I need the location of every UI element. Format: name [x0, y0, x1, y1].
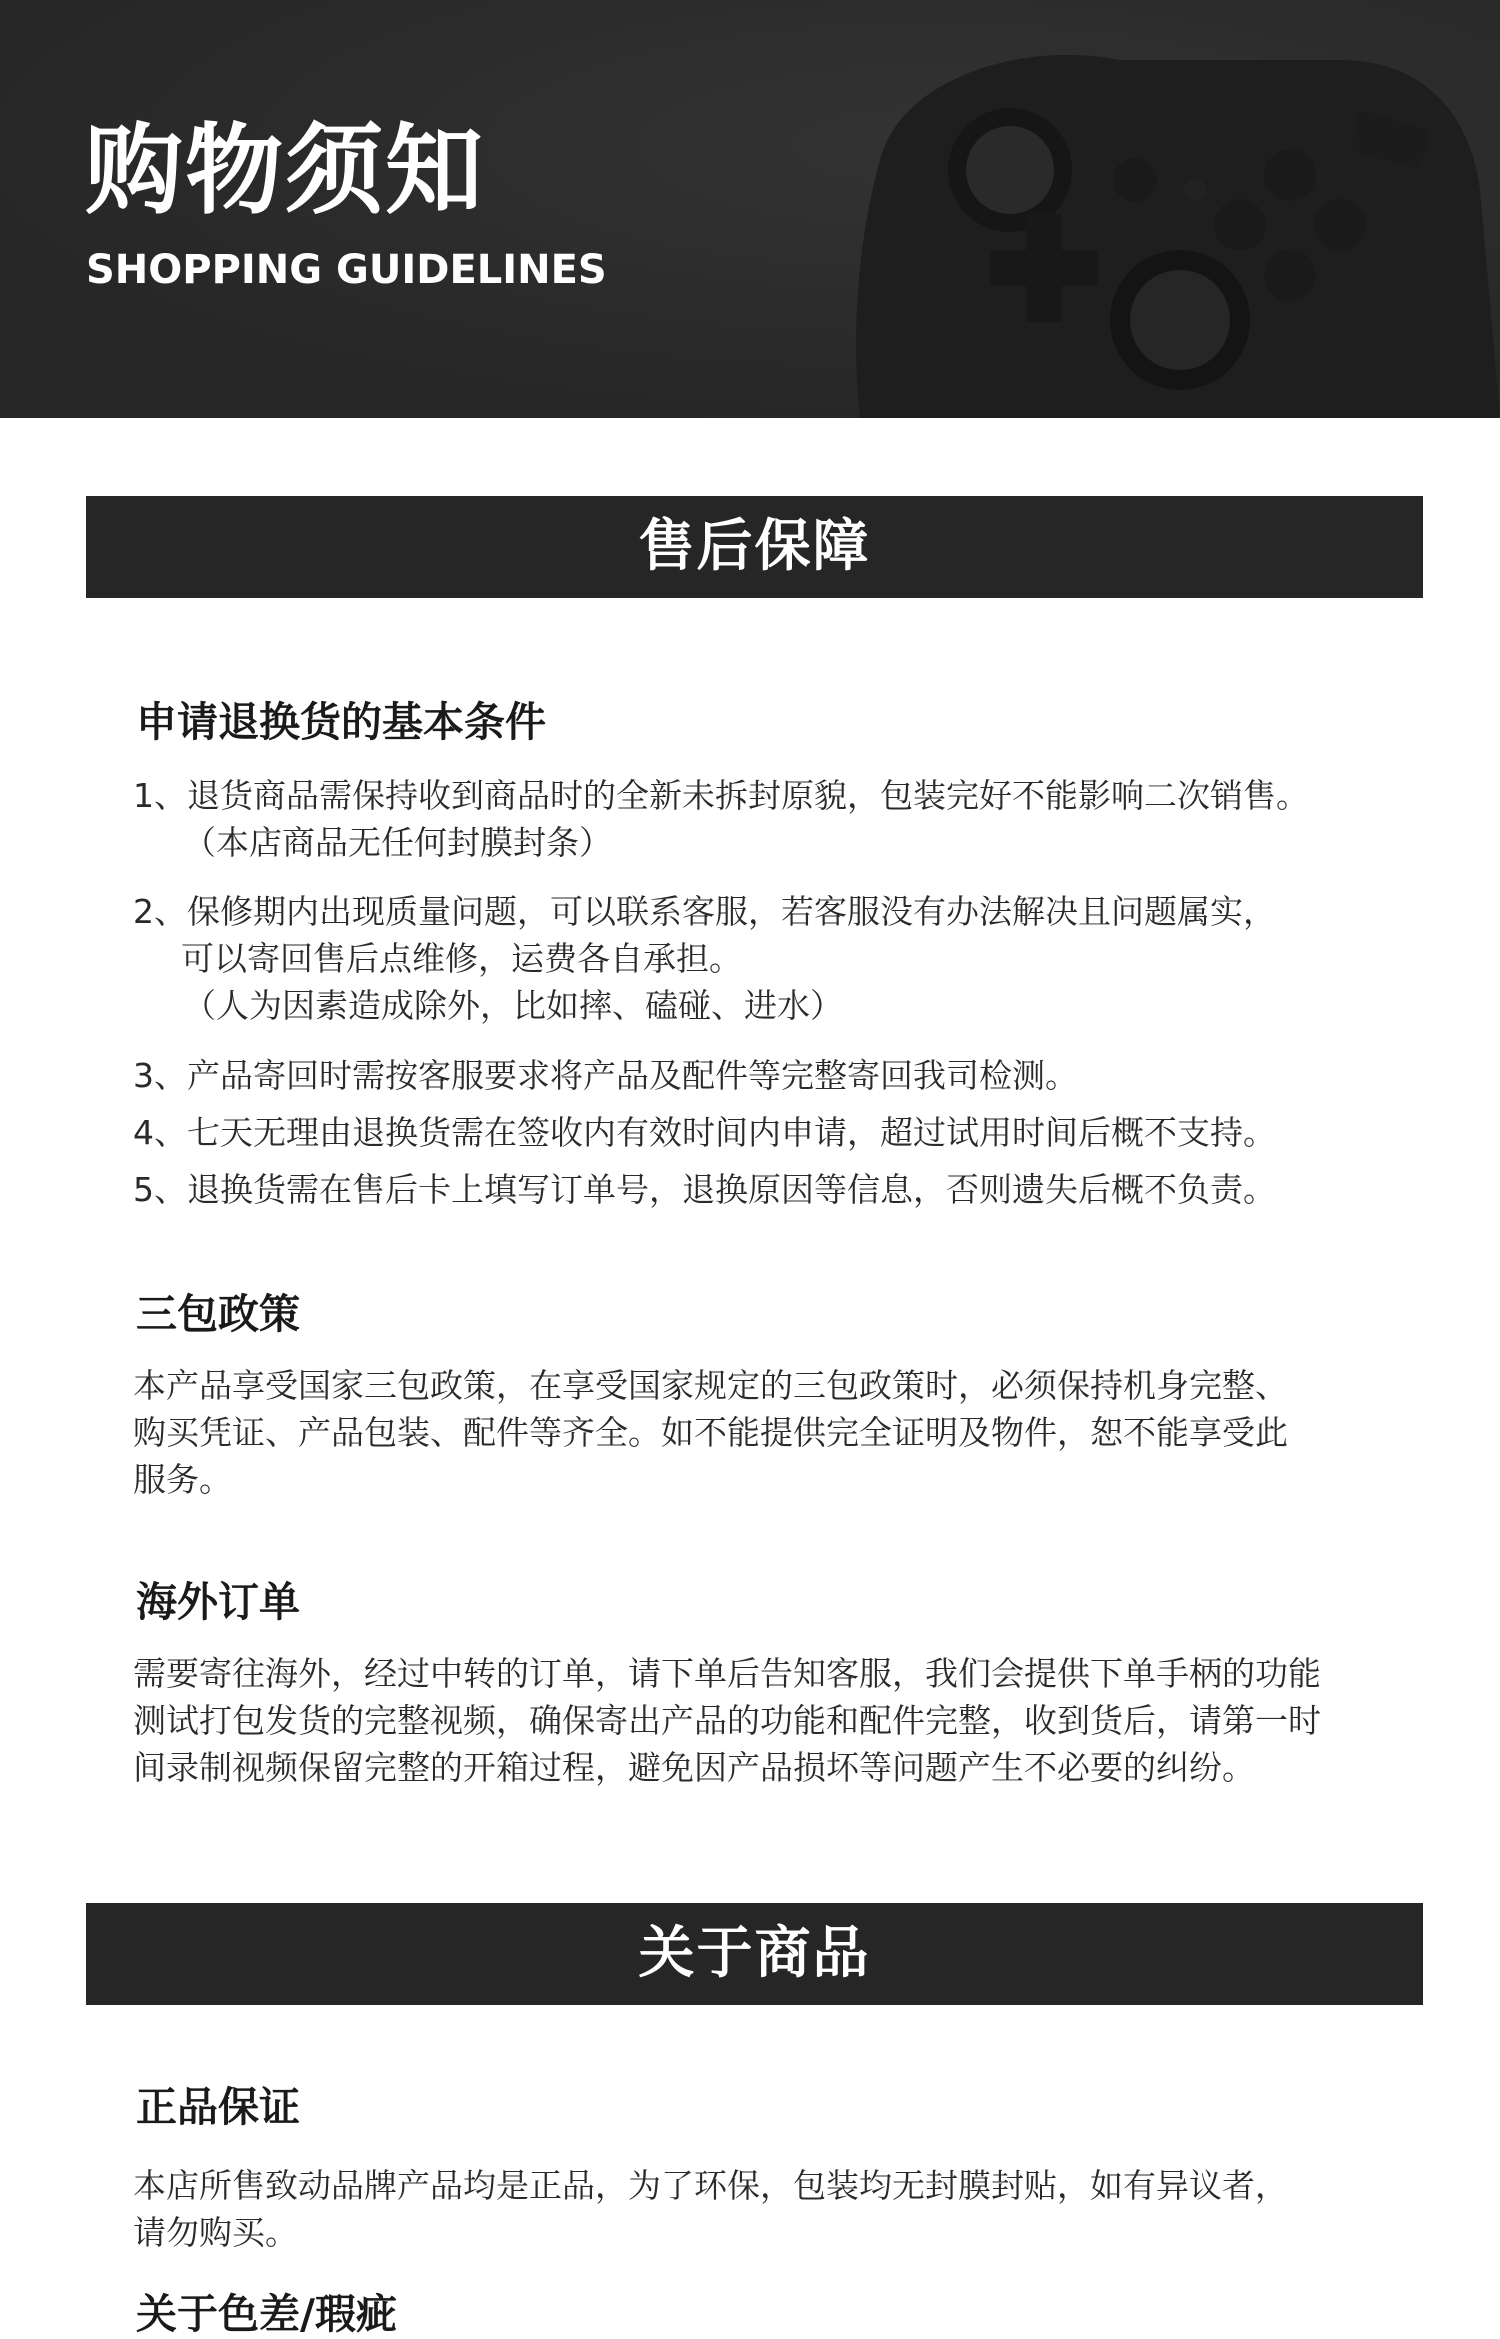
- return-condition-item-3: 3、产品寄回时需按客服要求将产品及配件等完整寄回我司检测。: [133, 1056, 1078, 1095]
- overseas-heading: 海外订单: [136, 1578, 300, 1626]
- section-banner-product: 关于商品: [86, 1903, 1423, 2005]
- return-condition-item-2: 2、保修期内出现质量问题，可以联系客服，若客服没有办法解决且问题属实， 可以寄回售后点维修，运费各自承担。 （人为因素造成除外，比如摔、磕碰、进水）: [133, 892, 1276, 1025]
- three-guarantees-text: 本产品享受国家三包政策，在享受国家规定的三包政策时，必须保持机身完整、 购买凭证、产品包装、配件等齐全。如不能提供完全证明及物件，恕不能享受此 服务。: [133, 1366, 1288, 1499]
- return-conditions-heading: 申请退换货的基本条件: [136, 698, 546, 746]
- page-subtitle: SHOPPING GUIDELINES: [86, 247, 607, 293]
- three-guarantees-heading: 三包政策: [136, 1290, 300, 1338]
- header-hero: [0, 0, 1500, 418]
- page-title: 购物须知: [85, 114, 486, 228]
- authentic-text: 本店所售致动品牌产品均是正品，为了环保，包装均无封膜封贴，如有异议者， 请勿购买。: [133, 2166, 1288, 2252]
- authentic-heading: 正品保证: [136, 2083, 300, 2131]
- return-condition-item-1: 1、退货商品需保持收到商品时的全新未拆封原貌，包装完好不能影响二次销售。 （本店商品无任何封膜封条）: [133, 776, 1309, 862]
- color-difference-heading: 关于色差/瑕疵: [136, 2290, 397, 2338]
- return-condition-item-4: 4、七天无理由退换货需在签收内有效时间内申请，超过试用时间后概不支持。: [133, 1113, 1276, 1152]
- overseas-text: 需要寄往海外，经过中转的订单，请下单后告知客服，我们会提供下单手柄的功能 测试打包发货的完整视频，确保寄出产品的功能和配件完整，收到货后，请第一时 间录制视频保留完整的开箱过程，避免因产品损坏等问题产生不必要的纠纷。: [133, 1654, 1321, 1787]
- return-condition-item-5: 5、退换货需在售后卡上填写订单号，退换原因等信息，否则遗失后概不负责。: [133, 1170, 1276, 1209]
- section-banner-after-sales: 售后保障: [86, 496, 1423, 598]
